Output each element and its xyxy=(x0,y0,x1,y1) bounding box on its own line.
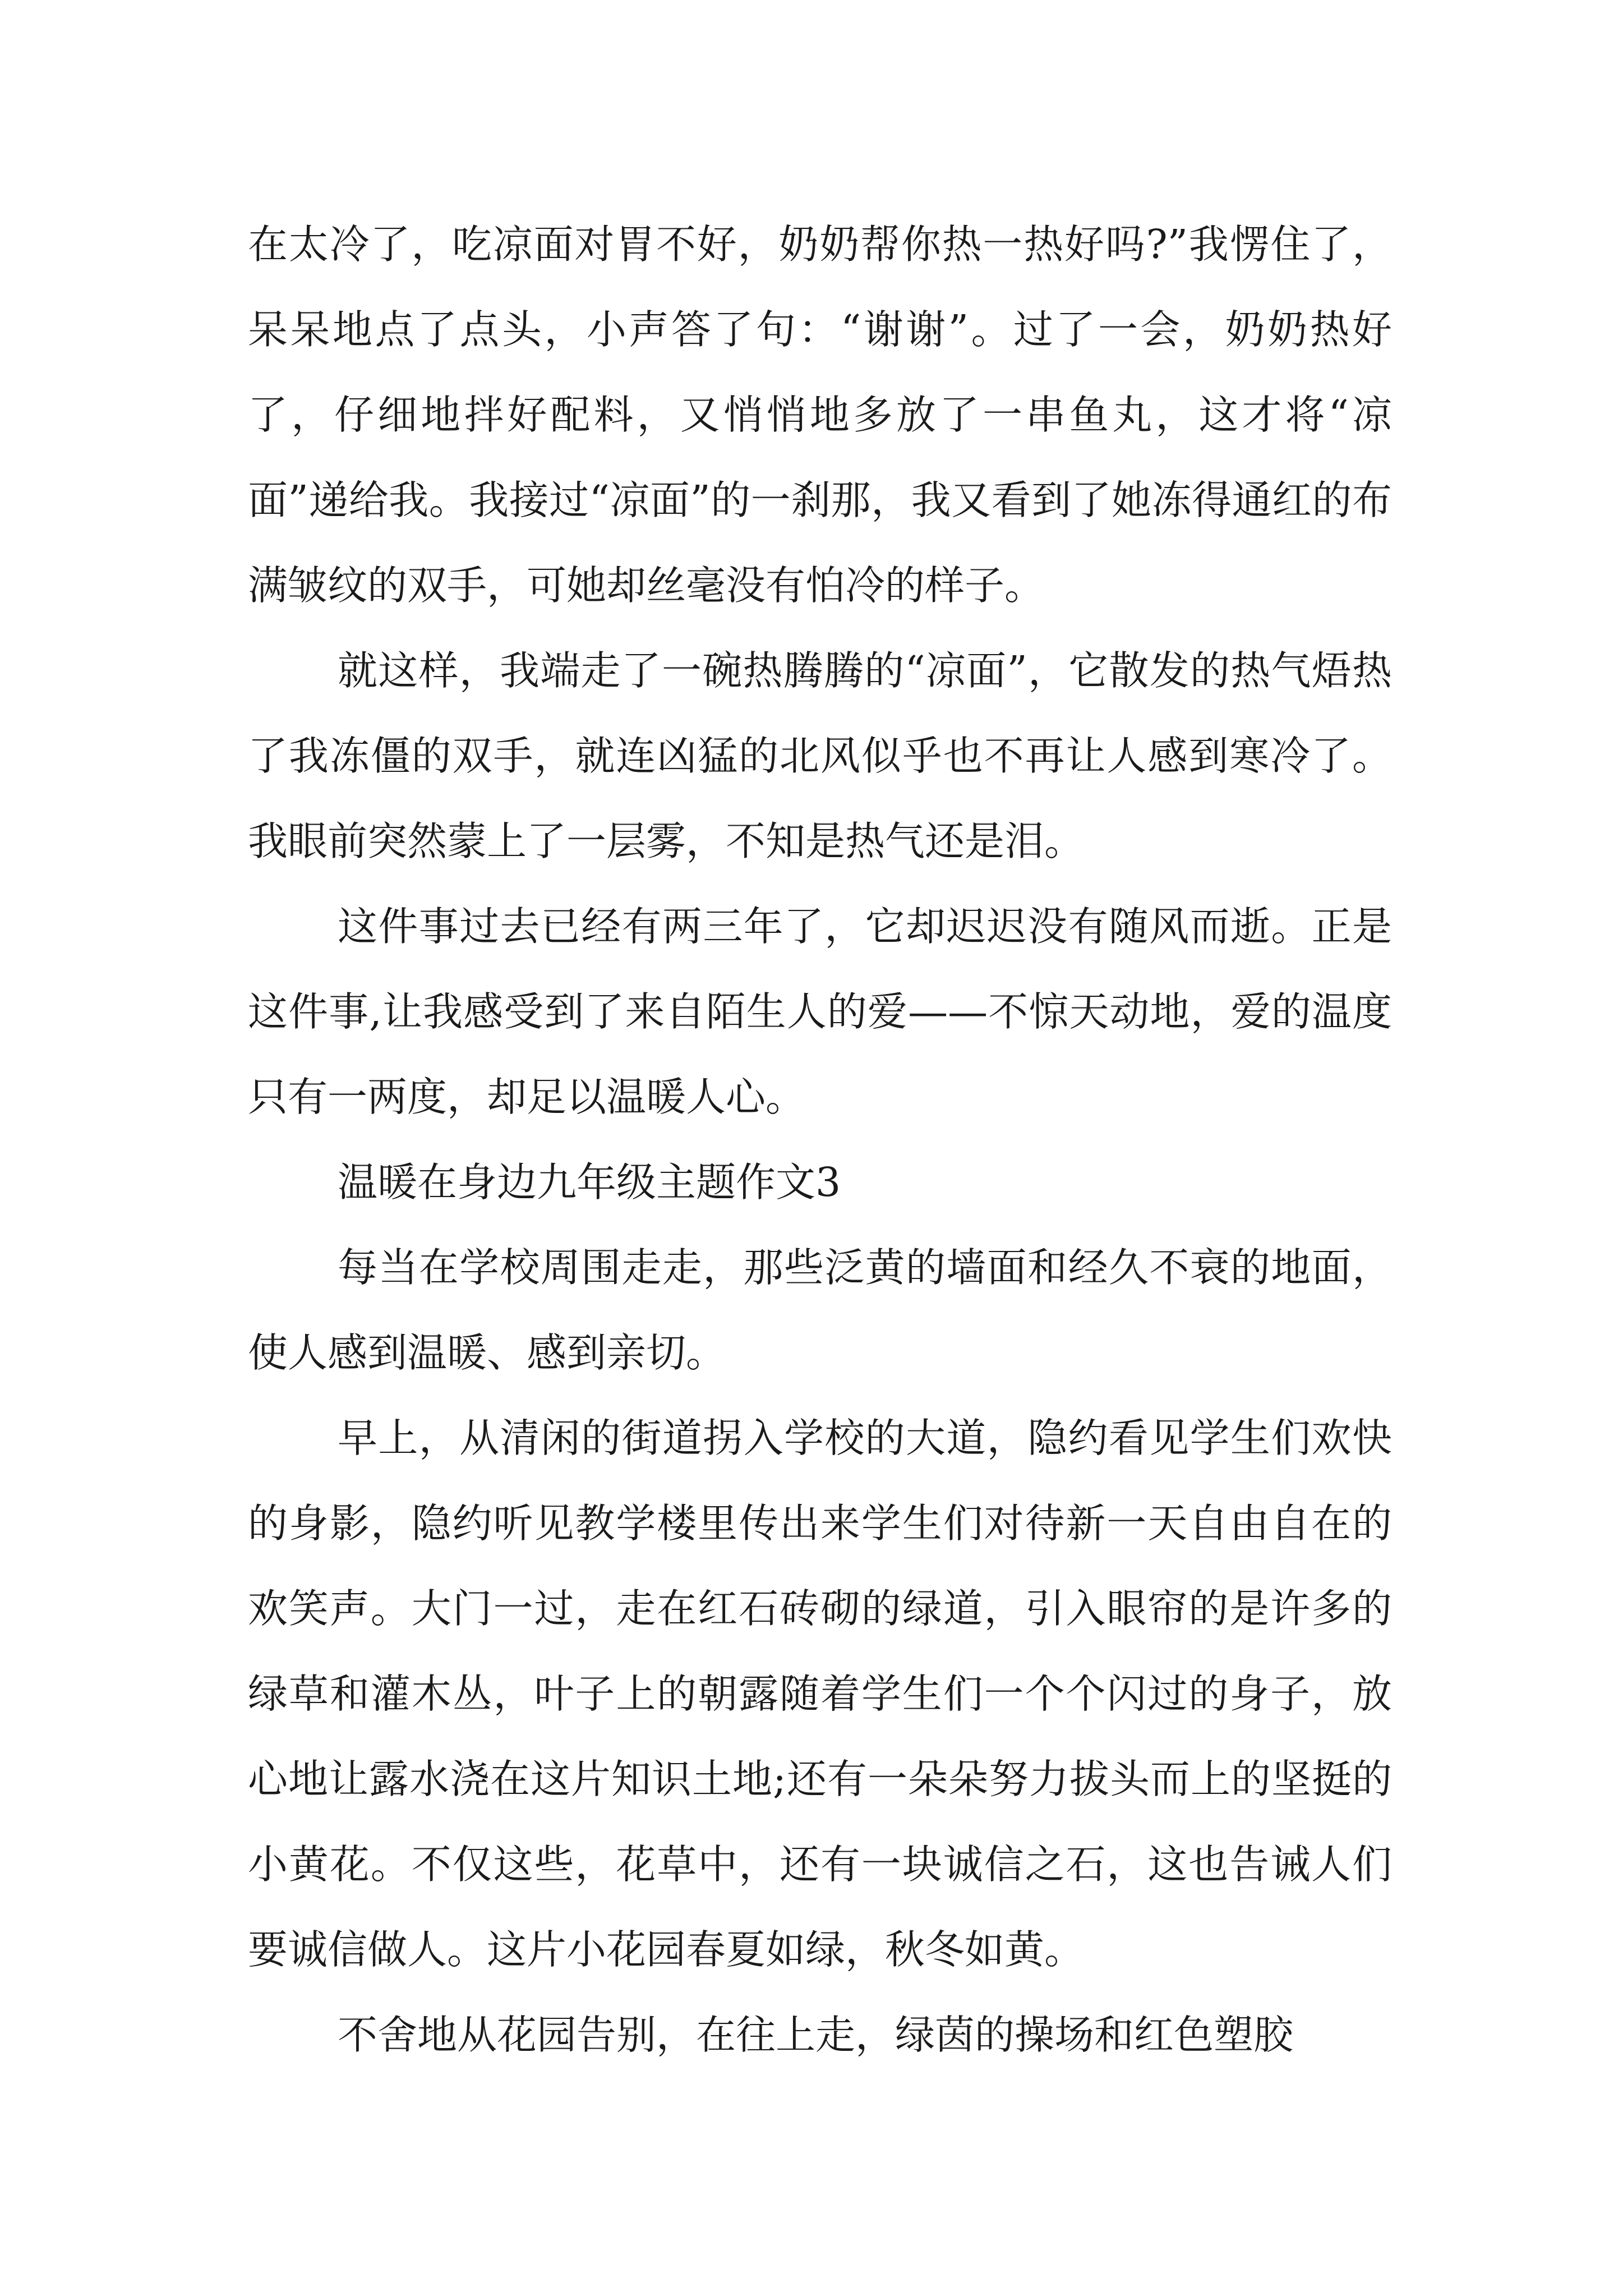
paragraph-1: 在太冷了，吃凉面对胃不好，奶奶帮你热一热好吗?”我愣住了，呆呆地点了点头，小声答了句：“谢谢”。过了一会，奶奶热好了，仔细地拌好配料，又悄悄地多放了一串鱼丸，这才将“凉面”递给我。我接过“凉面”的一刹那，我又看到了她冻得通红的布满皱纹的双手，可她却丝毫没有怕冷的样子。 xyxy=(248,221,1392,609)
paragraph-6: 不舍地从花园告别，在往上走，绿茵的操场和红色塑胶 xyxy=(338,2012,1294,2058)
paragraph-4: 每当在学校周围走走，那些泛黄的墙面和经久不衰的地面，使人感到温暖、感到亲切。 xyxy=(248,1244,1392,1376)
paragraph-2: 就这样，我端走了一碗热腾腾的“凉面”，它散发的热气焐热了我冻僵的双手，就连凶猛的北风似乎也不再让人感到寒冷了。我眼前突然蒙上了一层雾，不知是热气还是泪。 xyxy=(248,647,1392,864)
section-heading: 温暖在身边九年级主题作文3 xyxy=(338,1159,841,1205)
document-body xyxy=(248,202,1392,2078)
paragraph-3: 这件事过去已经有两三年了，它却迟迟没有随风而逝。正是这件事,让我感受到了来自陌生人的爱——不惊天动地，爱的温度只有一两度，却足以温暖人心。 xyxy=(248,903,1392,1120)
paragraph-5: 早上，从清闲的街道拐入学校的大道，隐约看见学生们欢快的身影，隐约听见教学楼里传出来学生们对待新一天自由自在的欢笑声。大门一过，走在红石砖砌的绿道，引入眼帘的是许多的绿草和灌木丛，叶子上的朝露随着学生们一个个闪过的身子，放心地让露水浇在这片知识土地;还有一朵朵努力拔头而上的坚挺的小黄花。不仅这些，花草中，还有一块诚信之石，这也告诫人们要诚信做人。这片小花园春夏如绿，秋冬如黄。 xyxy=(248,1415,1392,1973)
